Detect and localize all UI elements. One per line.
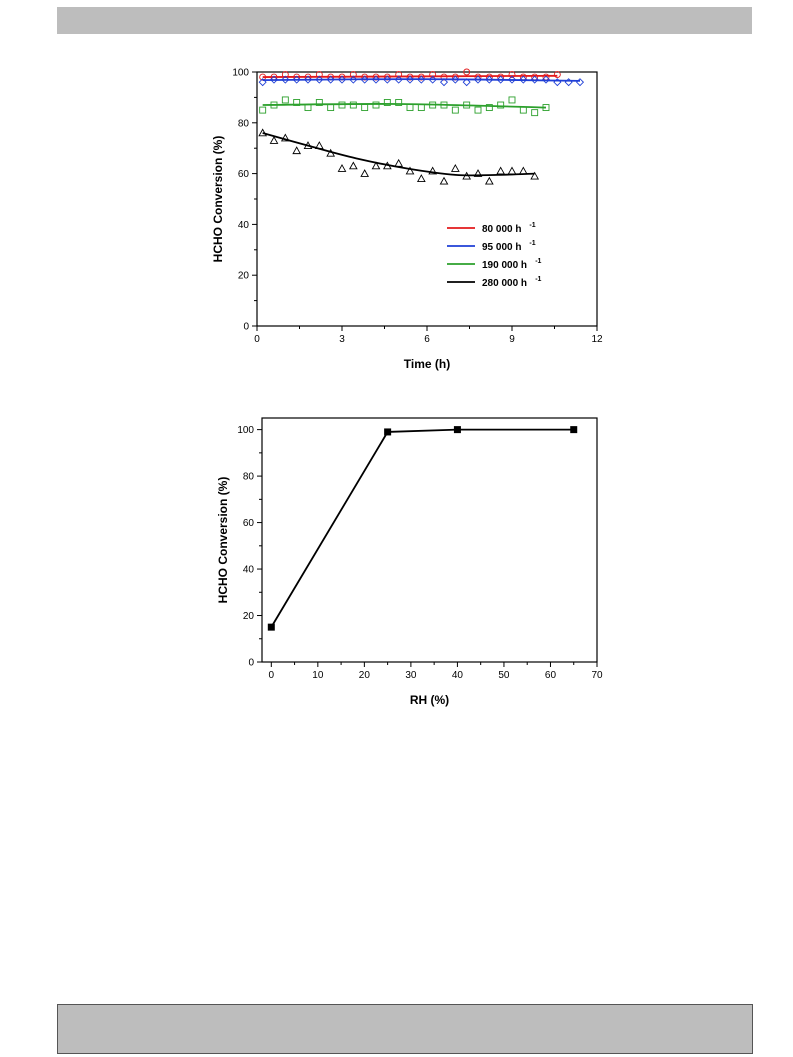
data-point-series-2-24 xyxy=(532,110,538,116)
plot-frame-1 xyxy=(257,72,597,326)
y-axis-title-2: HCHO Conversion (%) xyxy=(216,476,230,604)
data-point-series-3-20 xyxy=(486,178,493,184)
data-point-series-3-14 xyxy=(418,175,425,181)
data-point-series-2-2 xyxy=(282,97,288,103)
fit-line-series-3 xyxy=(263,133,535,175)
y-tick-label-1-3: 60 xyxy=(237,169,249,181)
data-point-series-3-21 xyxy=(497,167,504,173)
legend-label-0: 80 000 h xyxy=(482,224,522,235)
data-point-series-0-24 xyxy=(532,74,538,80)
x-tick-label-2-5: 50 xyxy=(498,670,510,681)
x-tick-label-1-1: 3 xyxy=(339,334,345,345)
x-tick-label-1-3: 9 xyxy=(509,334,515,345)
x-tick-label-2-7: 70 xyxy=(591,670,603,681)
rh-line xyxy=(271,430,573,628)
x-tick-label-1-4: 12 xyxy=(591,334,603,345)
data-point-series-3-16 xyxy=(440,178,447,184)
data-point-series-3-12 xyxy=(395,160,402,166)
data-point-series-2-8 xyxy=(350,102,356,108)
x-tick-label-2-0: 0 xyxy=(268,670,275,681)
x-tick-label-2-6: 60 xyxy=(544,670,557,681)
data-point-series-3-0 xyxy=(259,129,266,135)
y-tick-label-2-5: 100 xyxy=(237,425,254,437)
data-point-series-3-3 xyxy=(293,147,300,153)
rh-data-point-1 xyxy=(385,429,391,435)
data-point-series-3-7 xyxy=(338,165,345,171)
data-point-series-3-9 xyxy=(361,170,368,176)
data-point-series-3-22 xyxy=(508,167,515,173)
data-point-series-2-13 xyxy=(407,105,413,111)
y-tick-label-2-2: 40 xyxy=(242,564,254,576)
data-point-series-2-19 xyxy=(475,107,481,113)
legend-label-superscript-2: -1 xyxy=(535,258,542,265)
x-tick-label-2-4: 40 xyxy=(451,670,463,681)
y-tick-label-2-0: 0 xyxy=(248,657,254,669)
data-point-series-2-23 xyxy=(520,107,526,113)
data-point-series-1-27 xyxy=(565,79,572,86)
y-axis-title-1: HCHO Conversion (%) xyxy=(211,135,225,263)
y-tick-label-2-3: 60 xyxy=(242,518,254,530)
data-point-series-2-22 xyxy=(509,97,515,103)
y-tick-label-1-2: 40 xyxy=(237,219,249,231)
y-tick-label-2-1: 20 xyxy=(242,611,254,623)
rh-data-point-3 xyxy=(571,427,577,433)
data-point-series-3-17 xyxy=(452,165,459,171)
data-point-series-3-8 xyxy=(350,162,357,168)
data-point-series-2-14 xyxy=(418,105,424,111)
legend-label-superscript-0: -1 xyxy=(529,222,536,229)
legend-label-1: 95 000 h xyxy=(482,242,522,253)
data-point-series-0-23 xyxy=(520,74,526,80)
data-point-series-2-17 xyxy=(452,107,458,113)
data-point-series-3-23 xyxy=(520,167,527,173)
plot-frame-2 xyxy=(262,418,597,662)
legend-label-superscript-3: -1 xyxy=(535,276,542,283)
data-point-series-2-9 xyxy=(362,105,368,111)
legend-label-3: 280 000 h xyxy=(482,278,528,289)
x-axis-title-1: Time (h) xyxy=(403,357,451,371)
y-tick-label-1-5: 100 xyxy=(232,67,249,79)
x-tick-label-2-2: 20 xyxy=(358,670,370,681)
x-tick-label-1-2: 6 xyxy=(424,334,430,345)
data-point-series-2-10 xyxy=(373,102,379,108)
x-axis-title-2: RH (%) xyxy=(409,693,450,707)
y-tick-label-1-0: 0 xyxy=(243,321,249,333)
y-tick-label-1-1: 20 xyxy=(237,270,249,282)
x-tick-label-2-1: 10 xyxy=(312,670,324,681)
data-point-series-3-1 xyxy=(270,137,277,143)
legend-label-2: 190 000 h xyxy=(482,260,528,271)
bottom-footer-box xyxy=(57,1004,753,1054)
x-tick-label-1-0: 0 xyxy=(254,334,260,345)
legend-label-superscript-1: -1 xyxy=(529,240,536,247)
data-point-series-1-28 xyxy=(577,79,584,86)
rh-data-point-2 xyxy=(454,427,460,433)
data-point-series-2-4 xyxy=(305,105,311,111)
x-tick-label-2-3: 30 xyxy=(405,670,417,681)
y-tick-label-2-4: 80 xyxy=(242,471,254,483)
y-tick-label-1-4: 80 xyxy=(237,118,249,130)
data-point-series-2-0 xyxy=(260,107,266,113)
rh-data-point-0 xyxy=(268,624,274,630)
data-point-series-2-6 xyxy=(328,105,334,111)
